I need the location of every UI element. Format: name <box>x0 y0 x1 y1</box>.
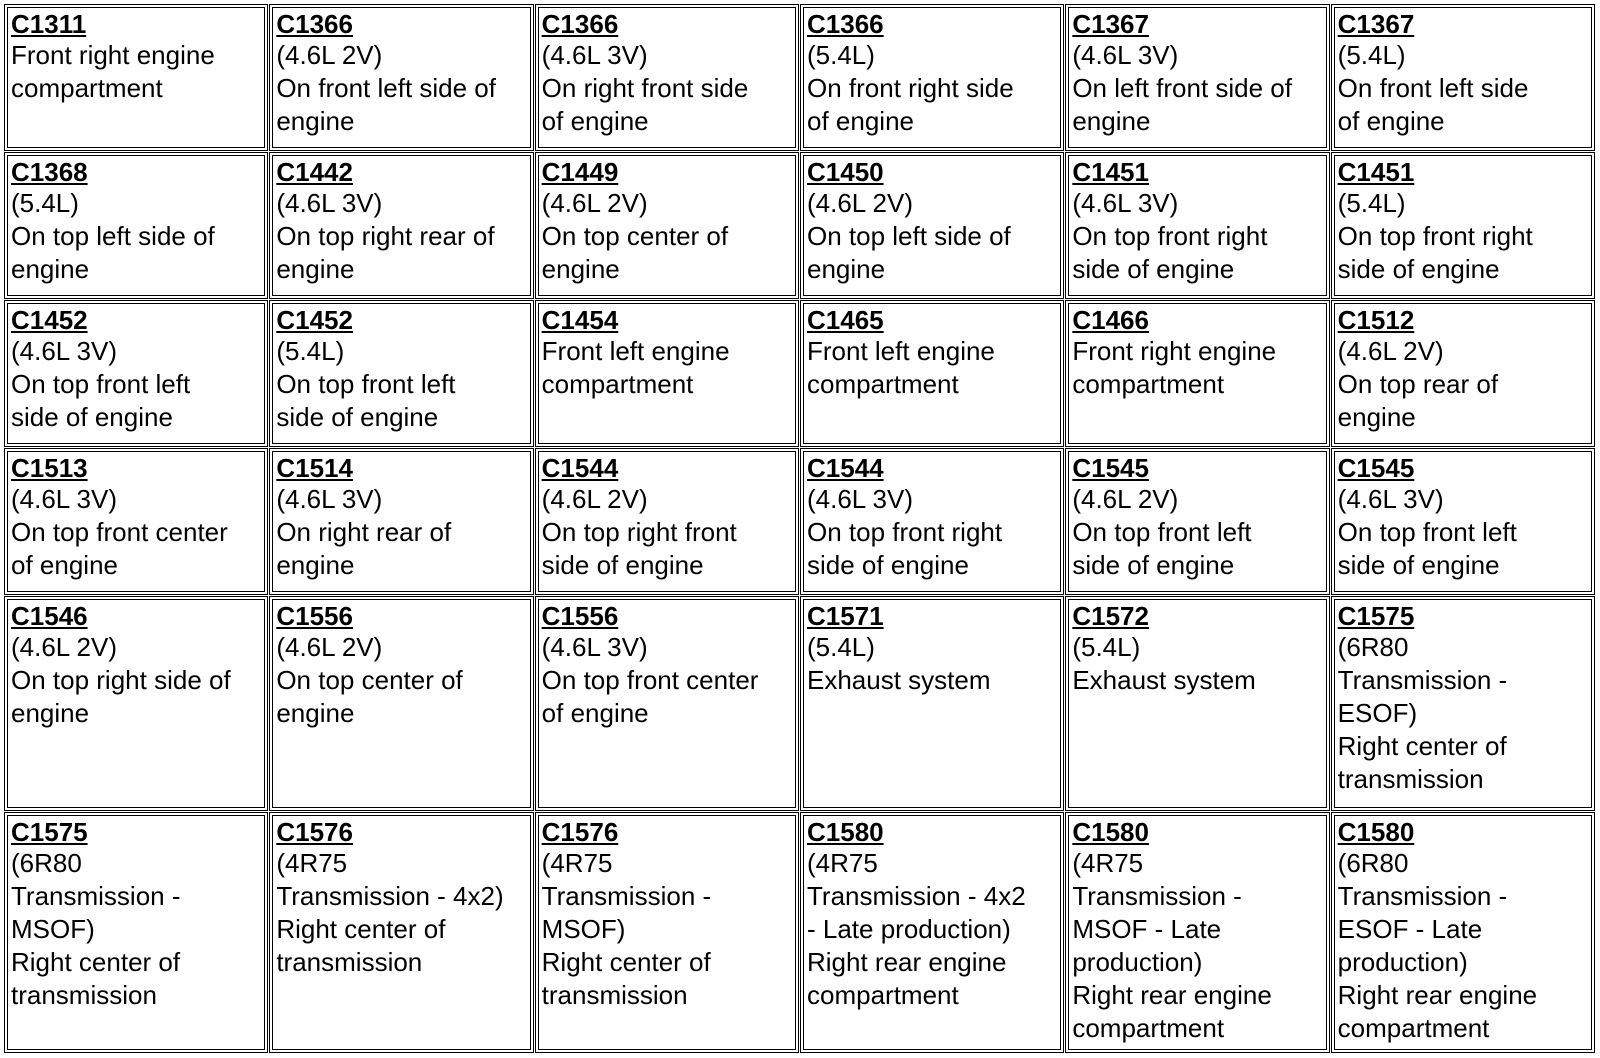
cell-text-line: On top front right <box>1337 221 1533 251</box>
cell-text-line: MSOF) <box>541 914 626 944</box>
cell-text-line: ESOF) <box>1337 698 1418 728</box>
table-cell <box>1065 448 1329 595</box>
cell-text-line: side of engine <box>541 550 704 580</box>
cell-text-line: Transmission - <box>1337 881 1508 911</box>
table-cell <box>800 448 1064 595</box>
connector-code[interactable]: C1513 <box>11 453 88 483</box>
cell-text-line: (4.6L 3V) <box>541 632 648 662</box>
cell-text-line: (5.4L) <box>1337 188 1406 218</box>
cell-text-line: On right front side <box>541 73 749 103</box>
table-cell <box>269 596 533 811</box>
cell-text-line: Right center of <box>1337 731 1507 761</box>
cell-text-line: Exhaust system <box>807 665 991 695</box>
cell-text-line: MSOF) <box>11 914 95 944</box>
table-cell <box>535 596 799 811</box>
cell-text-line: On front left side <box>1337 73 1529 103</box>
cell-text-line: engine <box>276 106 355 136</box>
connector-code[interactable]: C1556 <box>541 601 619 631</box>
cell-text-line: (5.4L) <box>807 40 875 70</box>
cell-text-line: engine <box>1072 106 1151 136</box>
connector-code[interactable]: C1452 <box>11 305 88 335</box>
cell-text-line: compartment <box>1072 1013 1225 1043</box>
cell-text-line: On top center of <box>541 221 729 251</box>
cell-text-line: (4.6L 2V) <box>276 632 383 662</box>
cell-text-line: (4R75 <box>276 848 348 878</box>
cell-text-line: Right center of <box>276 914 446 944</box>
table-cell <box>1331 448 1595 595</box>
cell-text-line: engine <box>11 254 90 284</box>
connector-code[interactable]: C1514 <box>276 453 353 483</box>
table-cell <box>4 152 268 299</box>
cell-text-line: of engine <box>807 106 914 136</box>
connector-code[interactable]: C1545 <box>1072 453 1149 483</box>
table-cell <box>535 300 799 447</box>
connector-code[interactable]: C1544 <box>541 453 619 483</box>
cell-text-line: On right rear of <box>276 517 452 547</box>
connector-code[interactable]: C1545 <box>1337 453 1415 483</box>
table-cell <box>4 448 268 595</box>
cell-text-line: (4R75 <box>541 848 613 878</box>
cell-text-line: (4.6L 2V) <box>541 484 648 514</box>
cell-text-line: (4.6L 2V) <box>11 632 117 662</box>
cell-text-line: (4.6L 2V) <box>1072 484 1179 514</box>
cell-text-line: (4.6L 2V) <box>1337 336 1444 366</box>
table-cell <box>269 300 533 447</box>
cell-text-line: compartment <box>541 369 694 399</box>
cell-text-line: (6R80 <box>1337 632 1409 662</box>
table-cell <box>4 596 268 811</box>
connector-code[interactable]: C1466 <box>1072 305 1149 335</box>
table-cell <box>1331 4 1595 151</box>
cell-text-line: Exhaust system <box>1072 665 1256 695</box>
cell-text-line: On top left side of <box>11 221 215 251</box>
cell-text-line: Right rear engine <box>1337 980 1538 1010</box>
table-cell <box>269 448 533 595</box>
cell-text-line: On top front center <box>11 517 228 547</box>
connector-code[interactable]: C1512 <box>1337 305 1415 335</box>
cell-text-line: On top front center <box>541 665 759 695</box>
table-cell <box>269 152 533 299</box>
table-cell <box>269 4 533 151</box>
cell-text-line: Transmission - 4x2 <box>807 881 1026 911</box>
cell-text-line: side of engine <box>807 550 969 580</box>
cell-text-line: production) <box>1072 947 1203 977</box>
cell-text-line: (4.6L 3V) <box>11 336 117 366</box>
cell-text-line: (5.4L) <box>1337 40 1406 70</box>
cell-text-line: of engine <box>541 106 649 136</box>
table-cell <box>800 300 1064 447</box>
connector-code[interactable]: C1546 <box>11 601 88 631</box>
table-cell <box>535 448 799 595</box>
cell-text-line: compartment <box>1337 1013 1490 1043</box>
cell-text-line: engine <box>11 698 90 728</box>
table-cell <box>1065 812 1329 1053</box>
cell-text-line: (4.6L 2V) <box>276 40 383 70</box>
table-cell <box>1065 4 1329 151</box>
cell-text-line: (5.4L) <box>807 632 875 662</box>
cell-text-line: Front right engine <box>11 40 215 70</box>
connector-code[interactable]: C1311 <box>11 9 87 39</box>
cell-text-line: Front right engine <box>1072 336 1277 366</box>
cell-text-line: (4.6L 3V) <box>1337 484 1444 514</box>
cell-text-line: On top rear of <box>1337 369 1499 399</box>
cell-text-line: side of engine <box>276 402 439 432</box>
cell-text-line: MSOF - Late <box>1072 914 1222 944</box>
cell-text-line: transmission <box>11 980 157 1010</box>
cell-text-line: (4R75 <box>1072 848 1144 878</box>
connector-code[interactable]: C1556 <box>276 601 353 631</box>
cell-text-line: engine <box>276 550 355 580</box>
cell-text-line: Right center of <box>541 947 711 977</box>
cell-text-line: (5.4L) <box>276 336 345 366</box>
cell-text-line: (5.4L) <box>11 188 79 218</box>
cell-text-line: engine <box>276 254 355 284</box>
table-cell <box>4 4 268 151</box>
cell-text-line: Right center of <box>11 947 181 977</box>
cell-text-line: (4.6L 3V) <box>276 188 383 218</box>
connector-code[interactable]: C1367 <box>1072 9 1149 39</box>
cell-text-line: engine <box>276 698 355 728</box>
connector-code[interactable]: C1366 <box>276 9 353 39</box>
cell-text-line: transmission <box>541 980 688 1010</box>
cell-text-line: Transmission - <box>1072 881 1242 911</box>
cell-text-line: On top front left <box>11 369 191 399</box>
cell-text-line: On front left side of <box>276 73 496 103</box>
cell-text-line: Right rear engine <box>807 947 1007 977</box>
table-cell <box>800 4 1064 151</box>
cell-text-line: (4.6L 3V) <box>541 40 648 70</box>
connector-code[interactable]: C1544 <box>807 453 884 483</box>
cell-text-line: compartment <box>1072 369 1225 399</box>
cell-text-line: On top right rear of <box>276 221 495 251</box>
cell-text-line: On top front left <box>1337 517 1517 547</box>
connector-code[interactable]: C1576 <box>276 817 353 847</box>
connector-code[interactable]: C1576 <box>541 817 619 847</box>
cell-text-line: Transmission - <box>1337 665 1508 695</box>
cell-text-line: On top front right <box>807 517 1003 547</box>
cell-text-line: ESOF - Late <box>1337 914 1483 944</box>
table-cell <box>1331 812 1595 1053</box>
table-cell <box>1331 300 1595 447</box>
table-cell <box>800 152 1064 299</box>
cell-text-line: Front left engine <box>807 336 995 366</box>
table-cell <box>800 596 1064 811</box>
cell-text-line: On top center of <box>276 665 463 695</box>
cell-text-line: transmission <box>1337 764 1484 794</box>
connector-code[interactable]: C1450 <box>807 157 884 187</box>
table-cell <box>535 812 799 1053</box>
cell-text-line: On left front side of <box>1072 73 1292 103</box>
connector-code[interactable]: C1367 <box>1337 9 1415 39</box>
connector-code[interactable]: C1449 <box>541 157 619 187</box>
cell-text-line: side of engine <box>1337 254 1500 284</box>
connector-code[interactable]: C1575 <box>11 817 88 847</box>
cell-text-line: (4.6L 3V) <box>1072 188 1179 218</box>
cell-text-line: compartment <box>807 369 959 399</box>
connector-code[interactable]: C1580 <box>807 817 884 847</box>
cell-text-line: Transmission - <box>11 881 181 911</box>
connector-code[interactable]: C1368 <box>11 157 88 187</box>
cell-text-line: Transmission - <box>541 881 712 911</box>
connector-code[interactable]: C1366 <box>807 9 884 39</box>
cell-text-line: (4.6L 3V) <box>1072 40 1179 70</box>
connector-location-table <box>4 4 1596 1054</box>
connector-code[interactable]: C1454 <box>541 305 619 335</box>
connector-code[interactable]: C1580 <box>1337 817 1415 847</box>
table-cell <box>1331 152 1595 299</box>
table-cell <box>1065 152 1329 299</box>
connector-code[interactable]: C1451 <box>1072 157 1149 187</box>
cell-text-line: compartment <box>807 980 959 1010</box>
cell-text-line: side of engine <box>1072 550 1235 580</box>
cell-text-line: (6R80 <box>11 848 82 878</box>
cell-text-line: Right rear engine <box>1072 980 1272 1010</box>
table-cell <box>4 300 268 447</box>
cell-text-line: compartment <box>11 73 163 103</box>
table-cell <box>4 812 268 1053</box>
cell-text-line: of engine <box>541 698 649 728</box>
table-cell <box>800 812 1064 1053</box>
cell-text-line: - Late production) <box>807 914 1011 944</box>
cell-text-line: engine <box>807 254 886 284</box>
cell-text-line: production) <box>1337 947 1468 977</box>
cell-text-line: On top front left <box>1072 517 1252 547</box>
cell-text-line: (4.6L 3V) <box>807 484 913 514</box>
cell-text-line: (4.6L 3V) <box>11 484 117 514</box>
cell-text-line: On top right side of <box>11 665 231 695</box>
cell-text-line: On top front right <box>1072 221 1268 251</box>
cell-text-line: side of engine <box>1337 550 1500 580</box>
table-cell <box>1065 596 1329 811</box>
table-cell <box>535 152 799 299</box>
cell-text-line: (4.6L 3V) <box>276 484 383 514</box>
connector-code[interactable]: C1572 <box>1072 601 1149 631</box>
cell-text-line: (6R80 <box>1337 848 1409 878</box>
table-cell <box>1331 596 1595 811</box>
cell-text-line: On top left side of <box>807 221 1011 251</box>
table-cell <box>269 812 533 1053</box>
cell-text-line: (5.4L) <box>1072 632 1141 662</box>
connector-code[interactable]: C1451 <box>1337 157 1415 187</box>
cell-text-line: On front right side <box>807 73 1014 103</box>
cell-text-line: of engine <box>11 550 118 580</box>
connector-code[interactable]: C1442 <box>276 157 353 187</box>
cell-text-line: engine <box>1337 402 1416 432</box>
cell-text-line: On top right front <box>541 517 737 547</box>
cell-text-line: engine <box>541 254 620 284</box>
connector-code[interactable]: C1580 <box>1072 817 1149 847</box>
cell-text-line: transmission <box>276 947 423 977</box>
connector-code[interactable]: C1465 <box>807 305 884 335</box>
connector-code[interactable]: C1575 <box>1337 601 1415 631</box>
table-cell <box>1065 300 1329 447</box>
cell-text-line: Front left engine <box>541 336 730 366</box>
cell-text-line: (4.6L 2V) <box>807 188 913 218</box>
cell-text-line: On top front left <box>276 369 456 399</box>
table-cell <box>535 4 799 151</box>
cell-text-line: side of engine <box>1072 254 1235 284</box>
cell-text-line: (4R75 <box>807 848 878 878</box>
cell-text-line: side of engine <box>11 402 173 432</box>
connector-code[interactable]: C1452 <box>276 305 353 335</box>
connector-code[interactable]: C1366 <box>541 9 619 39</box>
cell-text-line: Transmission - 4x2) <box>276 881 504 911</box>
connector-code[interactable]: C1571 <box>807 601 884 631</box>
cell-text-line: of engine <box>1337 106 1445 136</box>
cell-text-line: (4.6L 2V) <box>541 188 648 218</box>
